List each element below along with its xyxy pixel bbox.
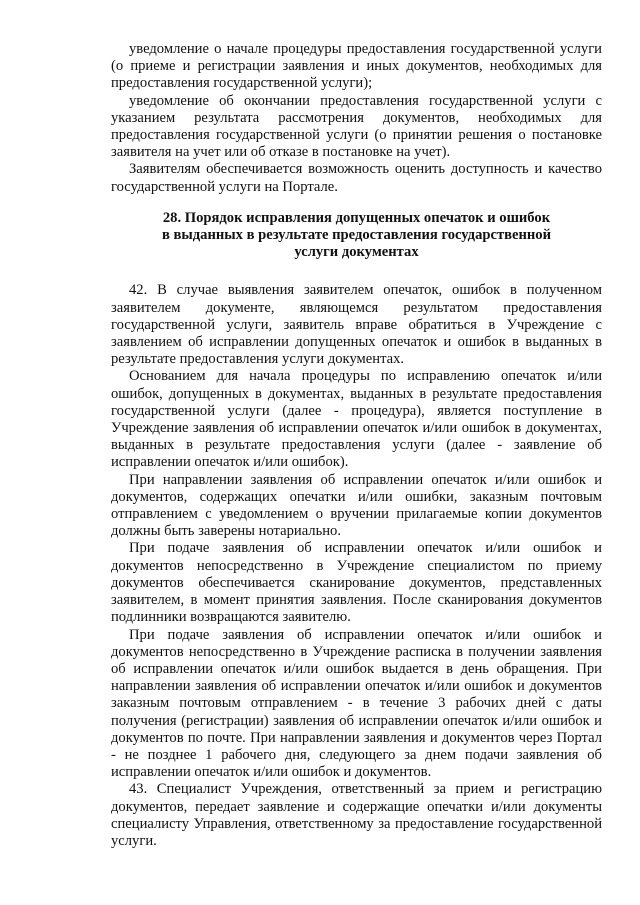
paragraph-procedure-basis: Основанием для начала процедуры по исправлению опечаток и/или ошибок, допущенных в документах, выданных в результате предоставления государственной услуги (далее - процедура), является поступление в Учреждение заявления об исправлении опечаток и/или ошибок в документах, выданных в результате предоставления услуги (далее - заявление об исправлении опечаток и/или ошибок). (111, 368, 602, 471)
spacer (111, 261, 602, 282)
document-page (111, 41, 602, 850)
paragraph-portal-rating: Заявителям обеспечивается возможность оценить доступность и качество государственной услуги на Портале. (111, 161, 602, 195)
paragraph-receipt: При подаче заявления об исправлении опечаток и/или ошибок и документов непосредственно в Учреждение расписка в получении заявления об исправлении опечаток и/или ошибок выдается в день обращения. При направлении заявления об исправлении опечаток и/или ошибок и документов заказным почтовым отправлением - в течение 3 рабочих дней с даты получения (регистрации) заявления об исправлении опечаток и/или ошибок и документов по почте. При направлении заявления и документов через Портал - не позднее 1 рабочего дня, следующего за днем подачи заявления об исправлении опечаток и/или ошибок и документов. (111, 626, 602, 781)
paragraph-direct-submission: При подаче заявления об исправлении опечаток и/или ошибок и документов непосредственно в Учреждение специалистом по приему документов обеспечивается сканирование документов, представленных заявителем, в момент принятия заявления. После сканирования документов подлинники возвращаются заявителю. (111, 540, 602, 626)
section-heading (111, 210, 602, 262)
paragraph-42: 42. В случае выявления заявителем опечаток, ошибок в полученном заявителем документе, являющемся результатом предоставления государственной услуги, заявитель вправе обратиться в Учреждение с заявлением об исправлении допущенных опечаток и ошибок в выданных в результате предоставления услуги документах. (111, 282, 602, 368)
paragraph-notice-start: уведомление о начале процедуры предоставления государственной услуги (о приеме и регистрации заявления и иных документов, необходимых для предоставления государственной услуги); (111, 41, 602, 92)
heading-line-2: в выданных в результате предоставления государственной (161, 227, 552, 244)
heading-line-1: 28. Порядок исправления допущенных опечаток и ошибок (162, 209, 551, 226)
paragraph-postal-submission: При направлении заявления об исправлении опечаток и/или ошибок и документов, содержащих опечатки и/или ошибки, заказным почтовым отправлением с уведомлением о вручении прилагаемые копии документов должны быть заверены нотариально. (111, 471, 602, 540)
heading-line-3: услуги документах (294, 244, 419, 261)
paragraph-43: 43. Специалист Учреждения, ответственный за прием и регистрацию документов, передает заявление и содержащие опечатки и/или документы специалисту Управления, ответственному за предоставление государственной услуги. (111, 781, 602, 849)
paragraph-notice-end: уведомление об окончании предоставления государственной услуги с указанием результата рассмотрения документов, необходимых для предоставления государственной услуги (о принятии решения о постановке заявителя на учет или об отказе в постановке на учет). (111, 92, 602, 161)
